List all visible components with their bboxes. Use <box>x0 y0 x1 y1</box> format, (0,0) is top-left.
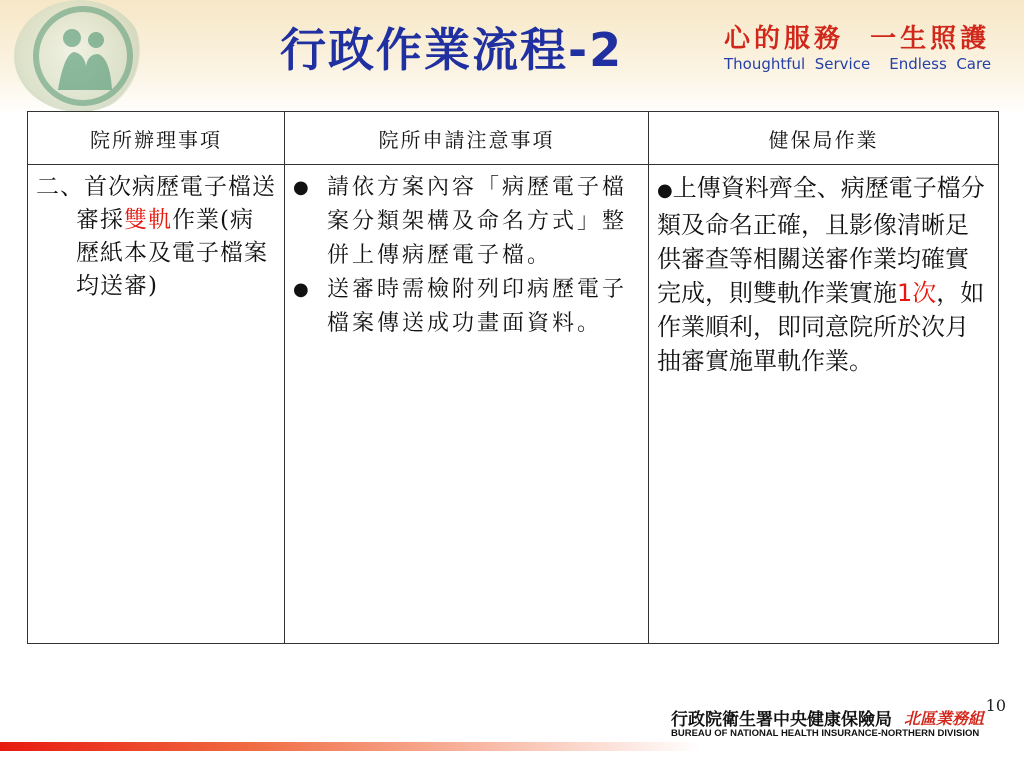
list-item <box>293 273 640 341</box>
dual-track-highlight: 雙軌 <box>124 207 172 233</box>
footer-accent-line <box>0 742 700 751</box>
task-text-prefix: 二、首次病歷電子檔送審採 <box>36 174 276 233</box>
slogan-chinese: 心的服務 一生照護 <box>724 24 991 54</box>
once-highlight: 1次 <box>897 279 937 307</box>
agency-name-english: BUREAU OF NATIONAL HEALTH INSURANCE-NORTHERN DIVISION <box>671 728 980 739</box>
hospital-task-text <box>36 171 276 303</box>
process-table <box>27 111 999 644</box>
page-title: 行政作業流程-2 <box>280 23 624 77</box>
division-name-chinese: 北區業務組 <box>904 709 985 728</box>
nhi-logo-icon <box>28 4 138 108</box>
header-cell-application-notes: 院所申請注意事項 <box>285 112 649 165</box>
bureau-text-before: 上傳資料齊全、病歷電子檔分類及命名正確，且影像清晰足供審查等相關送審作業均確實完成，則雙軌作業實施 <box>657 174 985 307</box>
note-text-1: 請依方案內容「病歷電子檔案分類架構及命名方式」整併上傳病歷電子檔。 <box>327 175 628 268</box>
bullet-dot-icon: ● <box>293 177 312 198</box>
task-text-suffix: 作業(病歷紙本及電子檔案均送審) <box>76 207 268 299</box>
hospital-task-cell <box>28 165 285 644</box>
header-cell-hospital-tasks: 院所辦理事項 <box>28 112 285 165</box>
page-number: 10 <box>985 696 1006 715</box>
bullet-dot-icon: ● <box>657 180 673 201</box>
table-row <box>28 165 999 644</box>
bullet-dot-icon: ● <box>293 279 312 300</box>
header-cell-bureau-operations: 健保局作業 <box>649 112 999 165</box>
table-header-row <box>28 112 999 165</box>
application-notes-cell <box>285 165 649 644</box>
agency-name-chinese: 行政院衛生署中央健康保險局 <box>671 710 892 730</box>
bureau-operations-cell <box>649 165 999 644</box>
list-item <box>293 171 640 273</box>
slogan-english: Thoughtful Service Endless Care <box>724 55 992 73</box>
note-text-2: 送審時需檢附列印病歷電子檔案傳送成功畫面資料。 <box>327 277 628 336</box>
bureau-text-after: ，如作業順利，即同意院所於次月抽審實施單軌作業。 <box>657 279 985 375</box>
